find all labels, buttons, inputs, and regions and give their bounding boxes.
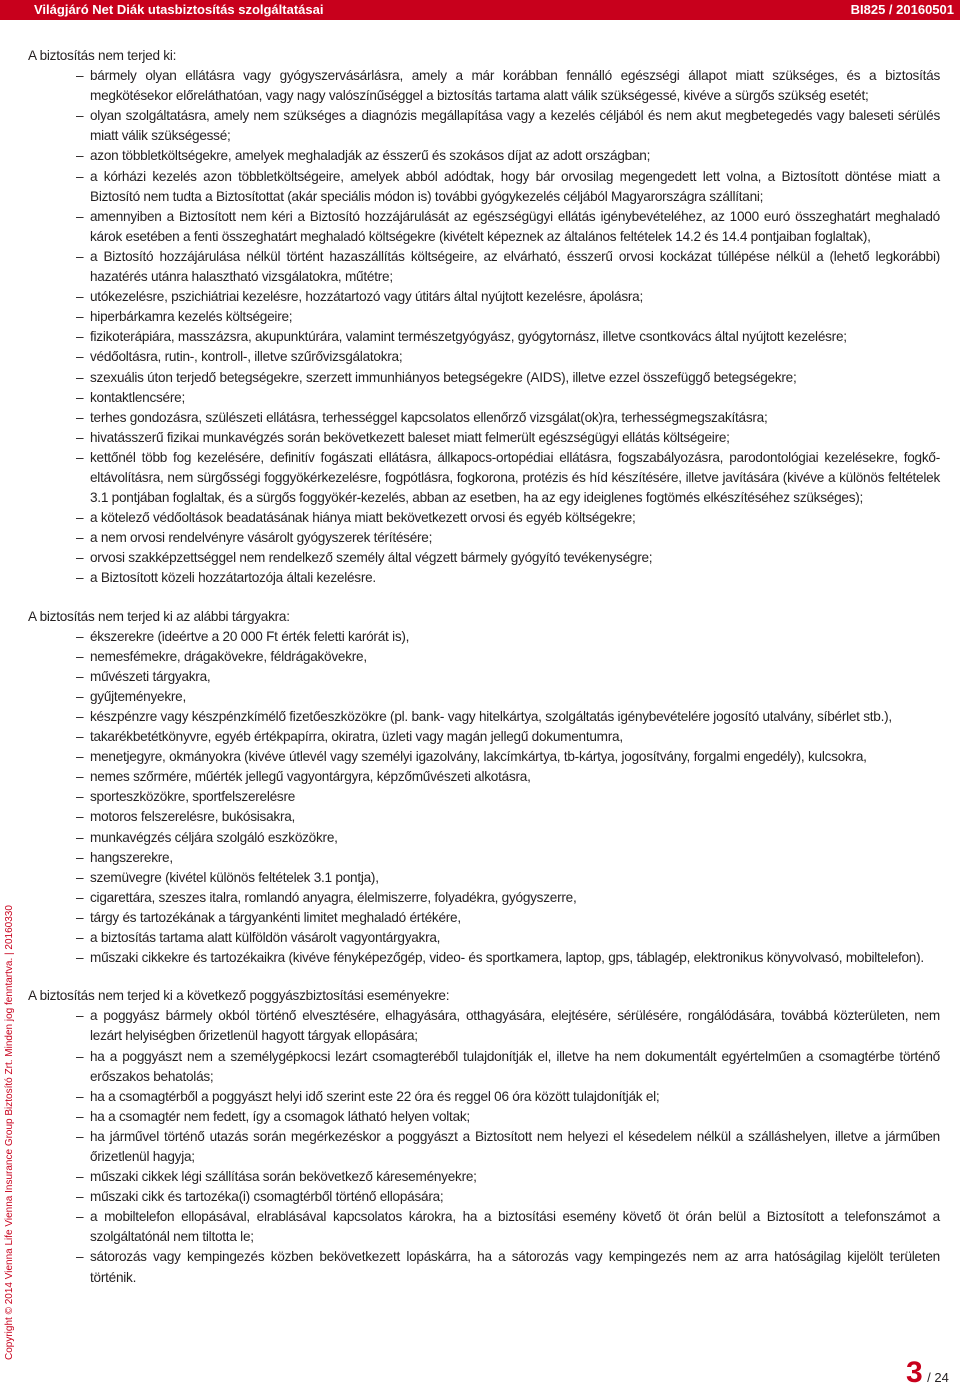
list-item: – műszaki cikkek légi szállítása során bekövetkező káreseményekre; [28,1167,940,1187]
list-item: – a kórházi kezelés azon többletköltségeire, amelyek abból adódtak, hogy bár orvosilag megengedett lett volna, a Biztosított döntése miatt a Biztosító nem tudta a Biztosítottat (akár speciális módon is) további gyógykezelés céljából Magyarországra szállítani; [28,167,940,207]
list-item: – készpénzre vagy készpénzkímélő fizetőeszközökre (pl. bank- vagy hitelkártya, szolgáltatás igénybevételére jogosító utalvány, síbérlet stb.), [28,707,940,727]
list-item: – gyűjteményekre, [28,687,940,707]
list-item: – a poggyász bármely okból történő elvesztésére, elhagyására, otthagyására, elejtésére, sérülésére, rongálódására, továbbá közterületen, nem lezárt helyiségben őrizetlenül hagyott tárgyak ellopására; [28,1006,940,1046]
list-item: – műszaki cikk és tartozéka(i) csomagtérből történő ellopására; [28,1187,940,1207]
list-item: – sporteszközökre, sportfelszerelésre [28,787,940,807]
exclusions-luggage-list [28,1006,940,1287]
page-header [0,0,960,20]
list-item: – a Biztosító hozzájárulása nélkül történt hazaszállítás költségeire, az elvárható, ésszerű orvosi kockázat túllépése nélkül a (lehető legkorábbi) hazatérés utánra halasztható vizsgálatokra, műtétre; [28,247,940,287]
list-item: – a kötelező védőoltások beadatásának hiánya miatt bekövetkezett orvosi és egyéb költségekre; [28,508,940,528]
list-item: – hiperbárkamra kezelés költségeire; [28,307,940,327]
document-body [28,46,940,1306]
exclusions-general-section [28,46,940,589]
list-item: – nemes szőrmére, műérték jellegű vagyontárgyra, képzőművészeti alkotásra, [28,767,940,787]
list-item: – nemesfémekre, drágakövekre, féldrágakövekre, [28,647,940,667]
list-item: – műszaki cikkekre és tartozékaikra (kivéve fényképezőgép, video- és sportkamera, laptop, gps, táblagép, elektronikus könyvolvasó, mobiltelefon). [28,948,940,968]
list-item: – munkavégzés céljára szolgáló eszközökre, [28,828,940,848]
page-current: 3 [906,1356,923,1389]
list-item: – bármely olyan ellátásra vagy gyógyszervásárlásra, amely a már korábban fennálló egészségi állapot miatt szükséges, és a biztosítás megkötésekor előreláthatóan, vagy nagy valószínűséggel a biztosítás tartama alatt válik szükségessé, kivéve a sürgős szükség esetét; [28,66,940,106]
list-item: – utókezelésre, pszichiátriai kezelésre, hozzátartozó vagy útitárs által nyújtott kezelésre, ápolásra; [28,287,940,307]
list-item: – ha a poggyászt nem a személygépkocsi lezárt csomagteréből tulajdonítják el, illetve ha nem dokumentált egyértelműen a csomagtérbe történő erőszakos behatolás; [28,1047,940,1087]
copyright-side-text: Copyright © 2014 Vienna Life Vienna Insurance Group Biztosító Zrt. Minden jog fenntartva. | 20160330 [4,905,15,1360]
page-total: / 24 [927,1370,949,1385]
document-title: Világjáró Net Diák utasbiztosítás szolgáltatásai [34,2,324,17]
exclusions-objects-list [28,627,940,969]
list-item: – orvosi szakképzettséggel nem rendelkező személy által végzett bármely gyógyító tevékenységre; [28,548,940,568]
list-item: – a Biztosított közeli hozzátartozója általi kezelésre. [28,568,940,588]
list-item: – kontaktlencsére; [28,388,940,408]
list-item: – védőoltásra, rutin-, kontroll-, illetve szűrővizsgálatokra; [28,347,940,367]
list-item: – fizikoterápiára, masszázsra, akupunktúrára, valamint természetgyógyász, gyógytornász, illetve csontkovács által nyújtott kezelésre; [28,327,940,347]
list-item: – ha járművel történő utazás során megérkezéskor a poggyászt a Biztosított nem helyezi el késedelem nélkül a szálláshelyen, illetve a járműben őrizetlenül hagyja; [28,1127,940,1167]
list-item: – amennyiben a Biztosított nem kéri a Biztosító hozzájárulását az egészségügyi ellátás igénybevételéhez, az 1000 euró összeghatárt meghaladó károk esetében a fenti összeghatárt meghaladó költségekre (kivételt képeznek az általános feltételek 14.2 és 14.4 pontjaiban foglaltak), [28,207,940,247]
list-item: – szemüvegre (kivétel különös feltételek 3.1 pontja), [28,868,940,888]
list-item: – ha a csomagtérből a poggyászt helyi idő szerint este 22 óra és reggel 06 óra között tulajdonítják el; [28,1087,940,1107]
list-item: – hivatásszerű fizikai munkavégzés során bekövetkezett baleset miatt felmerült egészségügyi ellátás költségeire; [28,428,940,448]
list-item: – menetjegyre, okmányokra (kivéve útlevél vagy személyi igazolvány, lakcímkártya, tb-kártya, jogosítvány, forgalmi engedély), kulcsokra, [28,747,940,767]
list-item: – szexuális úton terjedő betegségekre, szerzett immunhiányos betegségekre (AIDS), illetve ezzel összefüggő betegségekre; [28,368,940,388]
list-item: – a nem orvosi rendelvényre vásárolt gyógyszerek térítésére; [28,528,940,548]
page-number [906,1356,949,1390]
list-item: – sátorozás vagy kempingezés közben bekövetkezett lopáskárra, ha a sátorozás vagy kempingezés nem az arra hatóságilag kijelölt területen történik. [28,1247,940,1287]
list-item: – ha a csomagtér nem fedett, így a csomagok látható helyen voltak; [28,1107,940,1127]
list-item: – azon többletköltségekre, amelyek meghaladják az ésszerű és szokásos díjat az adott országban; [28,146,940,166]
list-item: – a mobiltelefon ellopásával, elrablásával kapcsolatos károkra, ha a biztosítási esemény követő öt órán belül a Biztosított a telefonszámot a szolgáltatónál nem tiltotta le; [28,1207,940,1247]
list-item: – ékszerekre (ideértve a 20 000 Ft érték feletti karórát is), [28,627,940,647]
exclusions-luggage-section [28,986,940,1287]
exclusions-general-list [28,66,940,588]
section-title: A biztosítás nem terjed ki: [28,48,177,63]
list-item: – olyan szolgáltatásra, amely nem szükséges a diagnózis megállapítása vagy a kezelés céljából és nem akut megbetegedés vagy baleseti sérülés miatt válik szükségessé; [28,106,940,146]
section-title: A biztosítás nem terjed ki az alábbi tárgyakra: [28,608,290,624]
list-item: – művészeti tárgyakra, [28,667,940,687]
list-item: – cigarettára, szeszes italra, romlandó anyagra, élelmiszerre, folyadékra, gyógyszerre, [28,888,940,908]
list-item: – motoros felszerelésre, bukósisakra, [28,807,940,827]
list-item: – takarékbetétkönyvre, egyéb értékpapírra, okiratra, üzleti vagy magán jellegű dokumentumra, [28,727,940,747]
list-item: – terhes gondozásra, szülészeti ellátásra, terhességgel kapcsolatos ellenőrző vizsgálat(ok)ra, terhességmegszakításra; [28,408,940,428]
section-title: A biztosítás nem terjed ki a következő poggyászbiztosítási eseményekre: [28,988,450,1004]
list-item: – a biztosítás tartama alatt külföldön vásárolt vagyontárgyakra, [28,928,940,948]
list-item: – kettőnél több fog kezelésére, definitív fogászati ellátásra, állkapocs-ortopédiai ellátásra, fogszabályozásra, parodontológiai kezelésekre, fogkő-eltávolításra, nem sürgősségi foggyökérkezelésre, fogpótlásra, fogkorona, protézis és híd készítésére, illetve javítására (kivéve a különös feltételek 3.1 pontjában foglaltak, és a sürgős foggyökér-kezelés, abban az esetben, ha az egy ideiglenes fogtömés elkészítéséhez szükséges); [28,448,940,508]
list-item: – hangszerekre, [28,848,940,868]
exclusions-objects-section [28,607,940,969]
document-code: BI825 / 20160501 [850,2,954,17]
list-item: – tárgy és tartozékának a tárgyankénti limitet meghaladó értékére, [28,908,940,928]
